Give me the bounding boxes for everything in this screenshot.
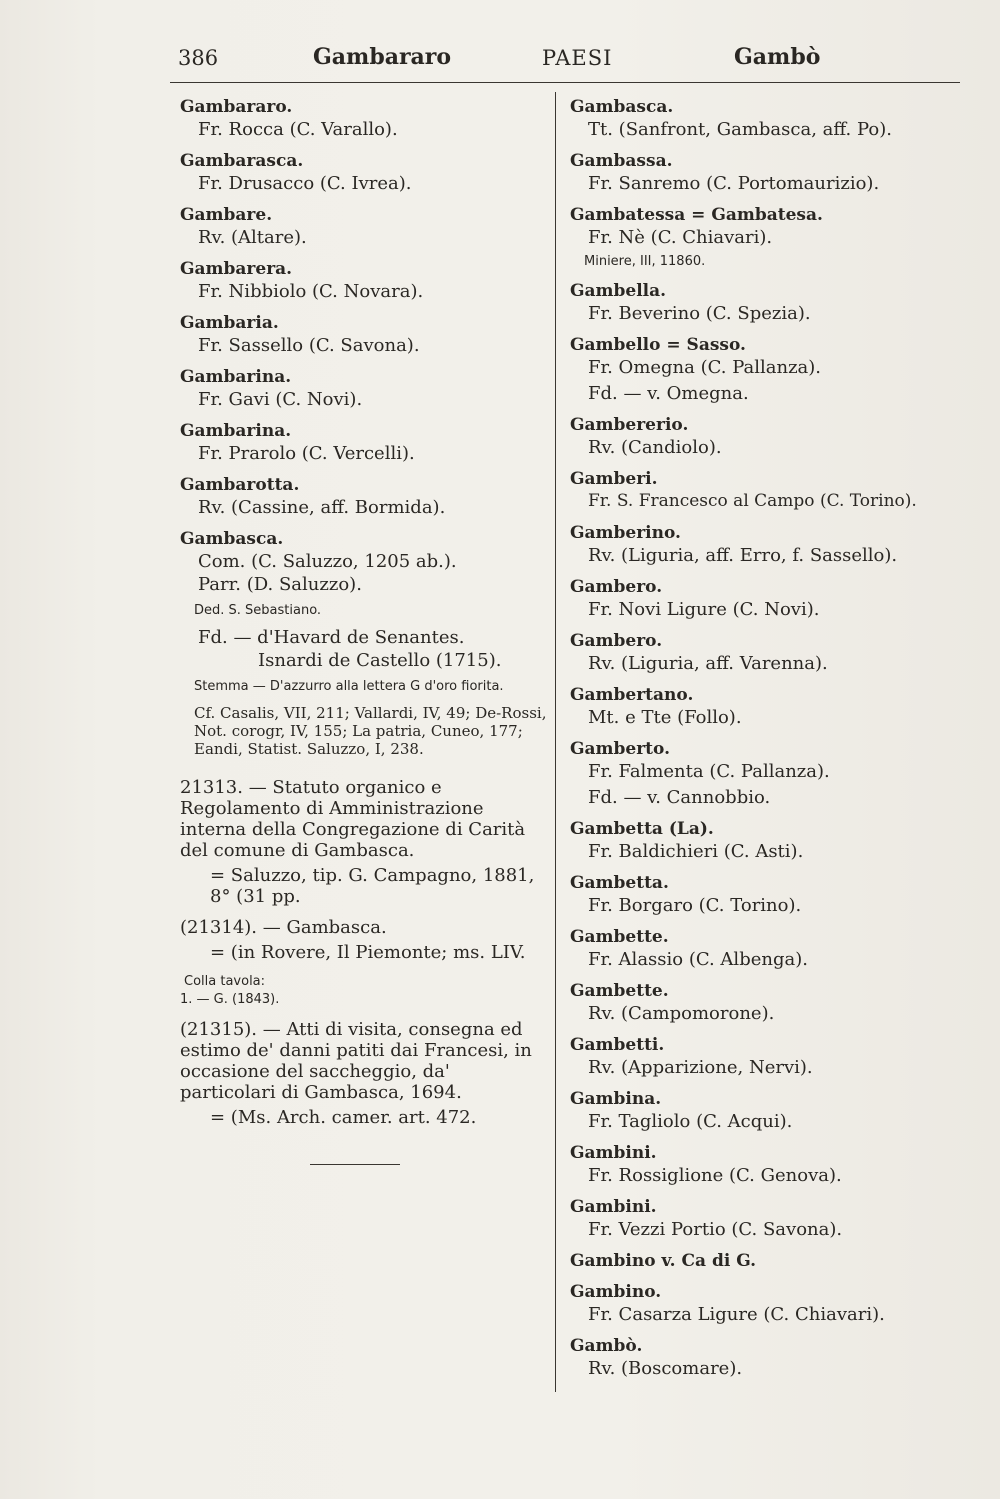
entry-line: Rv. (Liguria, aff. Varenna). — [588, 653, 828, 674]
right-column — [570, 96, 962, 1389]
entry-note: Miniere, III, 11860. — [584, 254, 706, 269]
entry — [570, 738, 962, 809]
entry-headword: Gambetti. — [570, 1035, 665, 1055]
entry-headword: Gambasca. — [180, 529, 284, 549]
entry — [570, 980, 962, 1025]
entry-line: Fd. — v. Cannobbio. — [588, 787, 771, 808]
entry-headword: Gambò. — [570, 1336, 643, 1356]
entry-line: Fr. Baldichieri (C. Asti). — [588, 841, 804, 862]
entry-headword: Gambassa. — [570, 151, 673, 171]
catalog-item-sub: = (in Rovere, Il Piemonte; ms. LIV. — [210, 942, 526, 963]
stemma: Stemma — D'azzurro alla lettera G d'oro fiorita. — [194, 679, 504, 694]
dedication: Ded. S. Sebastiano. — [194, 603, 322, 618]
entry-line: Fr. Rocca (C. Varallo). — [198, 119, 398, 140]
entry-line: Fr. Alassio (C. Albenga). — [588, 949, 808, 970]
entry-line: Fr. Borgaro (C. Torino). — [588, 895, 802, 916]
entry-headword: Gambatessa = Gambatesa. — [570, 205, 823, 225]
entry — [570, 926, 962, 971]
entry — [570, 818, 962, 863]
entry — [570, 204, 962, 271]
entry-headword: Gambararo. — [180, 97, 293, 117]
entry — [180, 366, 548, 411]
entry-headword: Gambarina. — [180, 421, 292, 441]
entry — [570, 280, 962, 325]
entry-line: Com. (C. Saluzzo, 1205 ab.). — [198, 551, 457, 572]
entry-headword: Gambini. — [570, 1143, 657, 1163]
catalog-item-sub: = (Ms. Arch. camer. art. 472. — [210, 1107, 477, 1128]
entry-gambasca — [180, 528, 548, 758]
entry — [570, 334, 962, 405]
entry-line: Rv. (Altare). — [198, 227, 307, 248]
entry-headword: Gambero. — [570, 631, 663, 651]
entry-line: Rv. (Liguria, aff. Erro, f. Sassello). — [588, 545, 898, 566]
entry-line: Fr. Beverino (C. Spezia). — [588, 303, 811, 324]
entry-headword: Gambasca. — [570, 97, 674, 117]
end-rule — [310, 1164, 400, 1165]
entry-line: Fr. Nè (C. Chiavari). — [588, 227, 773, 248]
entry-headword: Gambella. — [570, 281, 667, 301]
entry — [570, 96, 962, 141]
entry-line: Fr. Prarolo (C. Vercelli). — [198, 443, 415, 464]
catalog-item: 21313. — Statuto organico e Regolamento di Amministrazione interna della Congregazione di Carità del comune di Gambasca. — [180, 777, 526, 861]
entry — [180, 420, 548, 465]
bibliography: Cf. Casalis, VII, 211; Vallardi, IV, 49; De-Rossi, Not. corogr, IV, 155; La patria, Cuneo, 177; Eandi, Statist. Saluzzo, I, 238. — [194, 704, 547, 758]
right-running-headword: Gambò — [734, 44, 821, 70]
entry-line: Fr. Gavi (C. Novi). — [198, 389, 363, 410]
section-title: PAESI — [542, 46, 613, 70]
entry — [570, 1250, 962, 1272]
entry-line: Fr. Nibbiolo (C. Novara). — [198, 281, 424, 302]
entry-headword: Gambero. — [570, 577, 663, 597]
entry-line: Parr. (D. Saluzzo). — [198, 574, 362, 595]
entry — [570, 150, 962, 195]
left-column — [180, 96, 548, 1165]
entry-line: Fr. Omegna (C. Pallanza). — [588, 357, 822, 378]
entry — [570, 1088, 962, 1133]
entry-headword: Gambello = Sasso. — [570, 335, 746, 355]
entry-headword: Gambino. — [570, 1282, 662, 1302]
feudatari-line: Fd. — d'Havard de Senantes. — [198, 627, 465, 648]
entry-line: Fr. Vezzi Portio (C. Savona). — [588, 1219, 843, 1240]
entry-line: Fr. Sassello (C. Savona). — [198, 335, 420, 356]
entry-line: Fr. Novi Ligure (C. Novi). — [588, 599, 820, 620]
entry — [570, 630, 962, 675]
entry — [570, 1142, 962, 1187]
page-number: 386 — [178, 46, 219, 70]
entry-line: Fr. Drusacco (C. Ivrea). — [198, 173, 412, 194]
entry-headword: Gambette. — [570, 981, 669, 1001]
entry-line: Fr. Falmenta (C. Pallanza). — [588, 761, 830, 782]
entry — [180, 96, 548, 141]
entry-line: Rv. (Candiolo). — [588, 437, 722, 458]
header-rule — [170, 82, 960, 83]
entry-headword: Gambini. — [570, 1197, 657, 1217]
entry — [180, 474, 548, 519]
entry-line: Rv. (Campomorone). — [588, 1003, 775, 1024]
entry-headword: Gambina. — [570, 1089, 662, 1109]
entry-headword: Gambaria. — [180, 313, 279, 333]
running-header — [178, 38, 954, 78]
entry-headword: Gambette. — [570, 927, 669, 947]
entry — [570, 1034, 962, 1079]
entry — [180, 204, 548, 249]
entry — [570, 468, 962, 513]
entry — [180, 312, 548, 357]
entry-line: Rv. (Apparizione, Nervi). — [588, 1057, 813, 1078]
entry-line: Fr. Sanremo (C. Portomaurizio). — [588, 173, 880, 194]
entry-headword: Gamberino. — [570, 523, 681, 543]
entry — [570, 1335, 962, 1380]
entry-line: Rv. (Boscomare). — [588, 1358, 743, 1379]
entry-line: Tt. (Sanfront, Gambasca, aff. Po). — [588, 119, 892, 140]
entry — [570, 522, 962, 567]
entry — [180, 150, 548, 195]
entry-headword: Gambertano. — [570, 685, 694, 705]
entry-headword: Gambarera. — [180, 259, 293, 279]
entry-line: Fr. Rossiglione (C. Genova). — [588, 1165, 842, 1186]
entry-headword: Gambarotta. — [180, 475, 300, 495]
entry-headword: Gambererio. — [570, 415, 689, 435]
entry-line: Mt. e Tte (Follo). — [588, 707, 742, 728]
entry-line: Rv. (Cassine, aff. Bormida). — [198, 497, 446, 518]
entry-headword: Gamberto. — [570, 739, 670, 759]
left-running-headword: Gambararo — [313, 44, 452, 70]
entry-headword: Gambino v. Ca di G. — [570, 1251, 757, 1271]
catalog-item: (21314). — Gambasca. — [180, 917, 387, 938]
entry-line: Fd. — v. Omegna. — [588, 383, 749, 404]
entry — [180, 258, 548, 303]
column-divider — [555, 92, 556, 1392]
entry-headword: Gamberi. — [570, 469, 658, 489]
entry-line: Fr. Casarza Ligure (C. Chiavari). — [588, 1304, 885, 1325]
catalog-item: (21315). — Atti di visita, consegna ed estimo de' danni patiti dai Francesi, in occasione del saccheggio, da' particolari di Gambasca, 1694. — [180, 1019, 532, 1103]
entry-headword: Gambare. — [180, 205, 273, 225]
entry — [570, 1196, 962, 1241]
entry-line: Fr. Tagliolo (C. Acqui). — [588, 1111, 793, 1132]
entry-headword: Gambarasca. — [180, 151, 304, 171]
entry — [570, 872, 962, 917]
entry — [570, 684, 962, 729]
entry-headword: Gambetta (La). — [570, 819, 714, 839]
catalog-note-sub: 1. — G. (1843). — [180, 992, 280, 1007]
catalog-note: Colla tavola: — [184, 974, 266, 989]
entry — [570, 414, 962, 459]
entry — [570, 576, 962, 621]
feudatari-line: Isnardi de Castello (1715). — [258, 650, 502, 671]
entry-headword: Gambarina. — [180, 367, 292, 387]
entry-line: Fr. S. Francesco al Campo (C. Torino). — [588, 491, 917, 511]
entry — [570, 1281, 962, 1326]
catalog-item-sub: = Saluzzo, tip. G. Campagno, 1881, 8° (31 pp. — [210, 865, 535, 907]
entry-headword: Gambetta. — [570, 873, 669, 893]
